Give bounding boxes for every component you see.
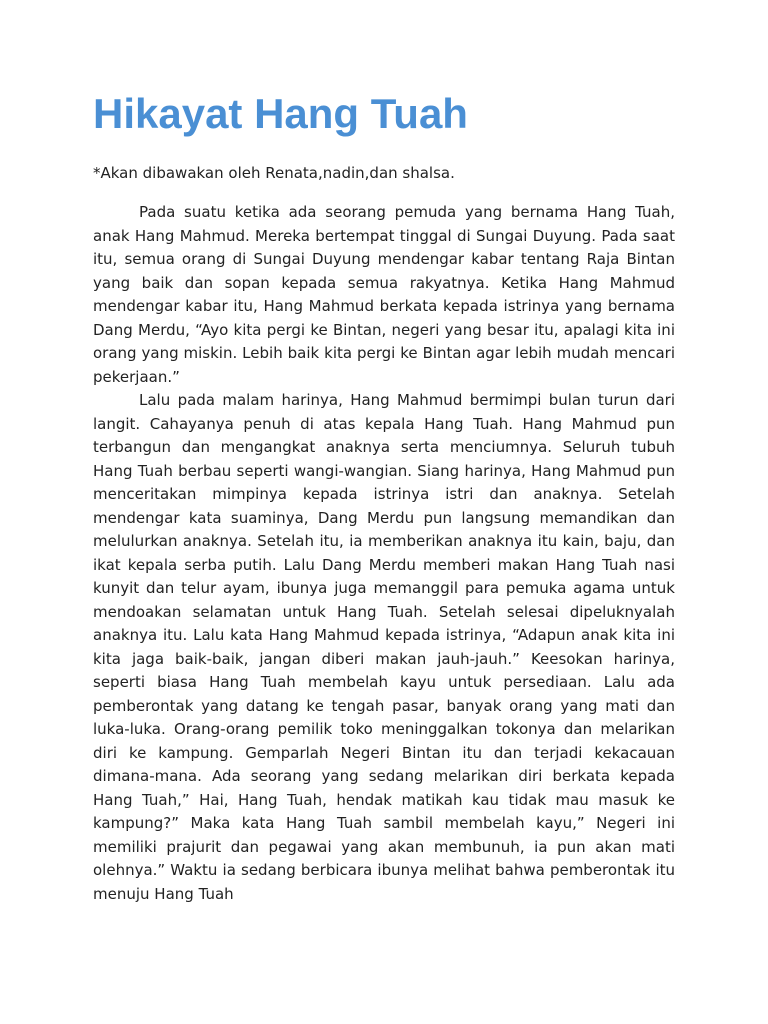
performer-note: *Akan dibawakan oleh Renata,nadin,dan shalsa. [93,164,455,182]
paragraph-2: Lalu pada malam harinya, Hang Mahmud bermimpi bulan turun dari langit. Cahayanya penuh di atas kepala Hang Tuah. Hang Mahmud pun terbangun dan mengangkat anaknya serta menciumnya. Seluruh tubuh Hang Tuah berbau seperti wangi-wangian. Siang harinya, Hang Mahmud pun menceritakan mimpinya kepada istrinya istri dan anaknya. Setelah mendengar kata suaminya, Dang Merdu pun langsung memandikan dan melulurkan anaknya. Setelah itu, ia memberikan anaknya itu kain, baju, dan ikat kepala serba putih. Lalu Dang Merdu memberi makan Hang Tuah nasi kunyit dan telur ayam, ibunya juga memanggil para pemuka agama untuk mendoakan selamatan untuk Hang Tuah. Setelah selesai dipeluknyalah anaknya itu. Lalu kata Hang Mahmud kepada istrinya, “Adapun anak kita ini kita jaga baik-baik, jangan diberi makan jauh-jauh.” Keesokan harinya, seperti biasa Hang Tuah membelah kayu untuk persediaan. Lalu ada pemberontak yang datang ke tengah pasar, banyak orang yang mati dan luka-luka. Orang-orang pemilik toko meninggalkan tokonya dan melarikan diri ke kampung. Gemparlah Negeri Bintan itu dan terjadi kekacauan dimana-mana. Ada seorang yang sedang melarikan diri berkata kepada Hang Tuah,” Hai, Hang Tuah, hendak matikah kau tidak mau masuk ke kampung?” Maka kata Hang Tuah sambil membelah kayu,” Negeri ini memiliki prajurit dan pegawai yang akan membunuh, ia pun akan mati olehnya.” Waktu ia sedang berbicara ibunya melihat bahwa pemberontak itu menuju Hang Tuah [93,391,675,903]
document-body [93,201,675,906]
document-title: Hikayat Hang Tuah [93,90,468,137]
paragraph-1: Pada suatu ketika ada seorang pemuda yang bernama Hang Tuah, anak Hang Mahmud. Mereka bertempat tinggal di Sungai Duyung. Pada saat itu, semua orang di Sungai Duyung mendengar kabar tentang Raja Bintan yang baik dan sopan kepada semua rakyatnya. Ketika Hang Mahmud mendengar kabar itu, Hang Mahmud berkata kepada istrinya yang bernama Dang Merdu, “Ayo kita pergi ke Bintan, negeri yang besar itu, apalagi kita ini orang yang miskin. Lebih baik kita pergi ke Bintan agar lebih mudah mencari pekerjaan.” [93,203,675,386]
